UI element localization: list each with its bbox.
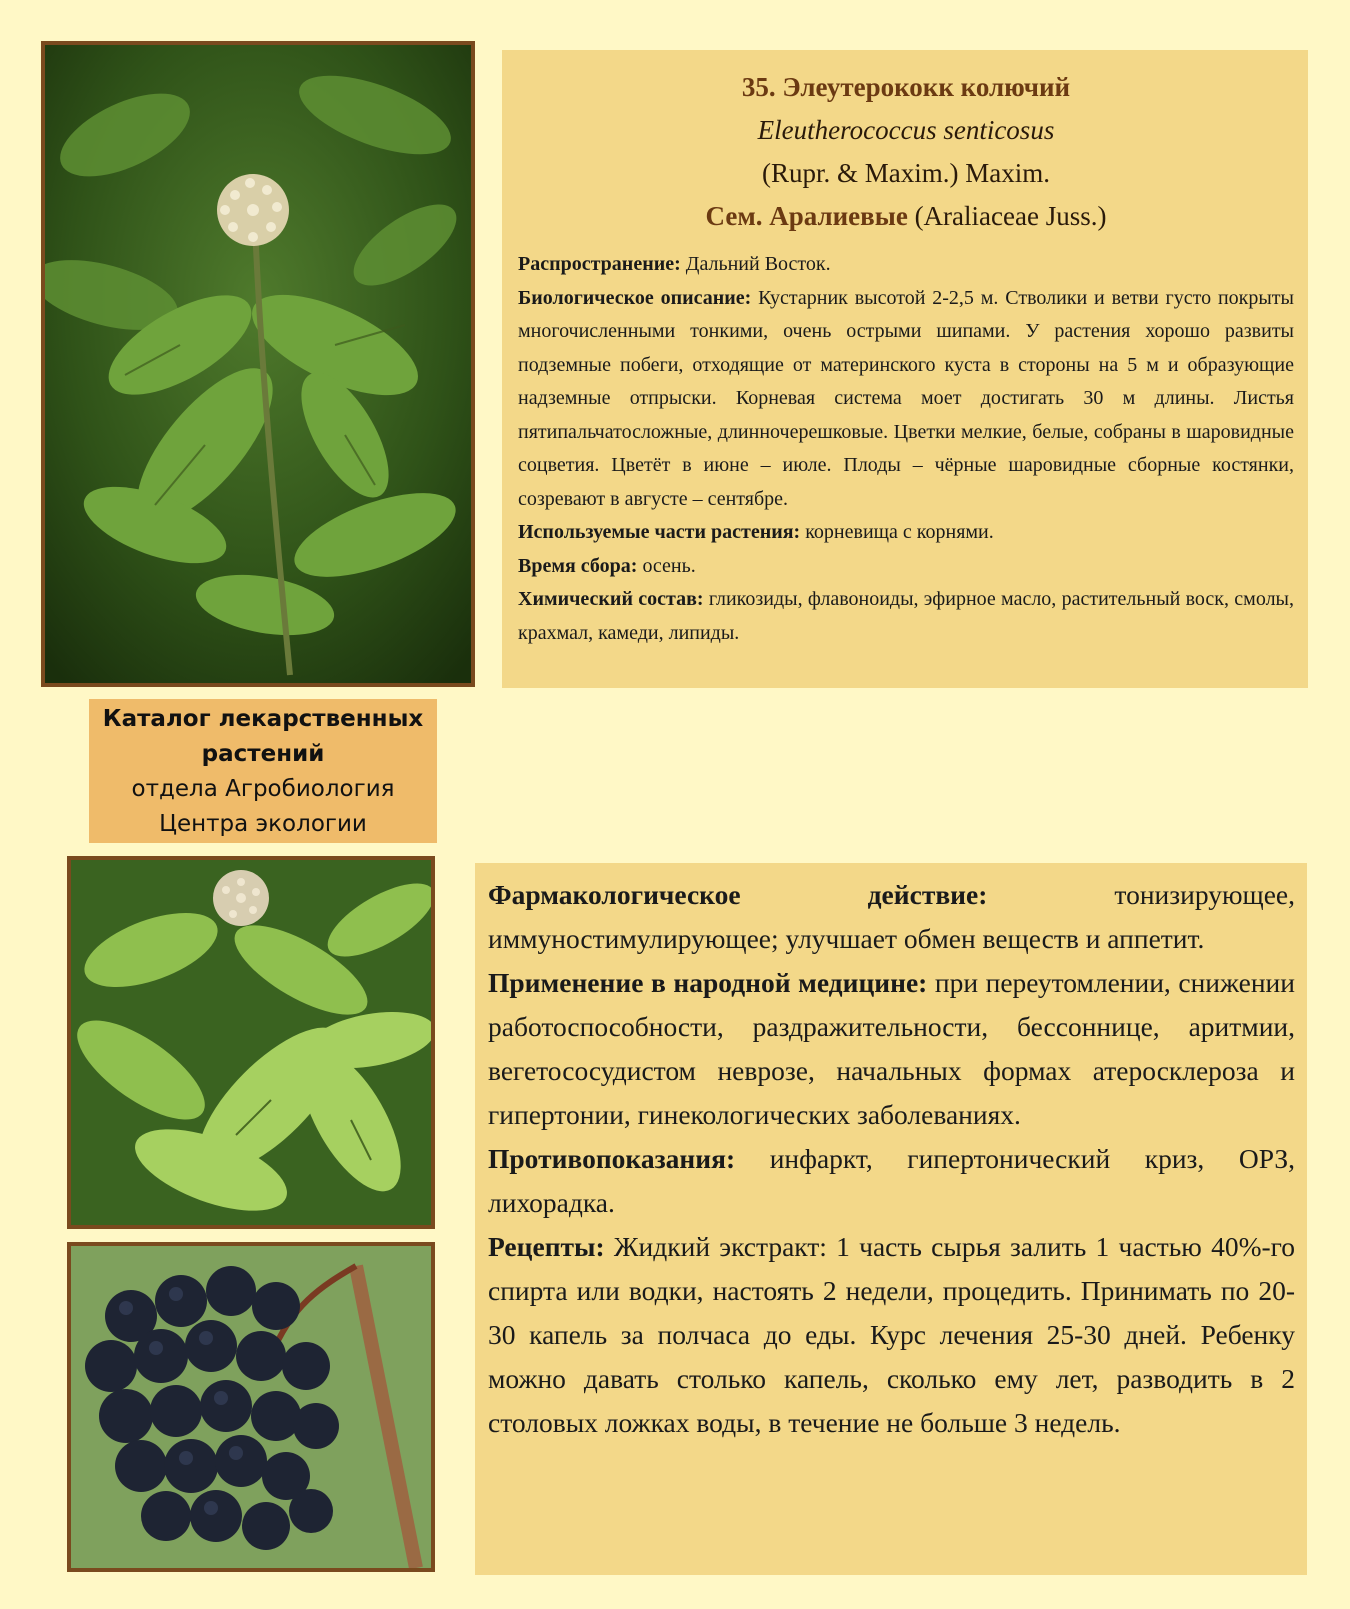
field-text: инфаркт, гипертонический криз, ОРЗ, лихорадка. xyxy=(488,1143,1295,1218)
author-citation: (Rupr. & Maxim.) Maxim. xyxy=(762,158,1050,188)
recipes-field xyxy=(488,1225,1295,1445)
field-text: при переутомлении, снижении работоспособности, раздражительности, бессоннице, аритмии, вегетососудистом неврозе, начальных формах атеросклероза и гипертонии, гинекологических заболеваниях. xyxy=(488,967,1295,1130)
field-label: Химический состав: xyxy=(518,588,704,610)
catalog-line-3: отдела Агробиология xyxy=(131,776,395,802)
field-label: Используемые части растения: xyxy=(518,521,801,543)
field-text: корневища с корнями. xyxy=(800,521,994,543)
catalog-line-4: Центра экологии xyxy=(159,811,367,837)
plant-photo-main xyxy=(41,41,475,687)
family-ru: Сем. Аралиевые xyxy=(705,201,908,231)
parts-field xyxy=(518,516,1294,550)
harvest-field xyxy=(518,550,1294,584)
field-text: осень. xyxy=(637,554,696,577)
field-text: гликозиды, флавоноиды, эфирное масло, растительный воск, смолы, крахмал, камеди, липиды. xyxy=(518,588,1294,644)
field-label: Противопоказания: xyxy=(488,1143,736,1174)
plant-title: 35. Элеутерококк колючий xyxy=(741,72,1071,102)
catalog-line-1: Каталог лекарственных xyxy=(102,706,424,732)
field-text: Дальний Восток. xyxy=(680,253,831,275)
plant-photo-berries xyxy=(67,1242,435,1572)
catalog-line-2: растений xyxy=(201,741,325,767)
field-label: Распространение: xyxy=(518,253,681,275)
field-text: Кустарник высотой 2-2,5 м. Стволики и ветви густо покрыты многочисленными тонкими, очень острыми шипами. У растения хорошо развиты подземные побеги, отходящие от материнского куста в стороны на 5 м и образующие надземные отпрыски. Корневая система моет достигать 30 м длины. Листья пятипальчатосложные, длинночерешковые. Цветки мелкие, белые, собраны в шаровидные соцветия. Цветёт в июне – июле. Плоды – чёрные шаровидные сборные костянки, созревают в августе – сентябре. xyxy=(518,286,1294,510)
usage-card xyxy=(475,863,1307,1575)
latin-name: Eleutherococcus senticosus xyxy=(757,115,1055,145)
plant-photo-leaves xyxy=(67,856,435,1229)
folk-medicine-field xyxy=(488,961,1295,1137)
distribution-field xyxy=(518,248,1294,282)
pharmacology-field xyxy=(488,873,1295,961)
description-card xyxy=(502,50,1308,688)
plant-family xyxy=(518,195,1294,238)
field-text: Жидкий экстракт: 1 часть сырья залить 1 частью 40%-го спирта или водки, настоять 2 недели, процедить. Принимать по 20-30 капель за полчаса до еды. Курс лечения 25-30 дней. Ребенку можно давать столько капель, сколько ему лет, разводить в 2 столовых ложках воды, в течение не больше 3 недель. xyxy=(488,1231,1295,1438)
field-label: Фармакологическое действие: xyxy=(488,879,988,910)
contraindications-field xyxy=(488,1137,1295,1225)
field-label: Рецепты: xyxy=(488,1231,605,1262)
biology-field xyxy=(518,282,1294,517)
field-label: Применение в народной медицине: xyxy=(488,967,928,998)
catalog-label xyxy=(89,699,437,843)
chemistry-field xyxy=(518,583,1294,650)
field-text: тонизирующее, иммуностимулирующее; улучшает обмен веществ и аппетит. xyxy=(488,879,1295,954)
family-latin: (Araliaceae Juss.) xyxy=(914,201,1107,231)
field-label: Время сбора: xyxy=(518,554,638,577)
field-label: Биологическое описание: xyxy=(518,286,752,309)
